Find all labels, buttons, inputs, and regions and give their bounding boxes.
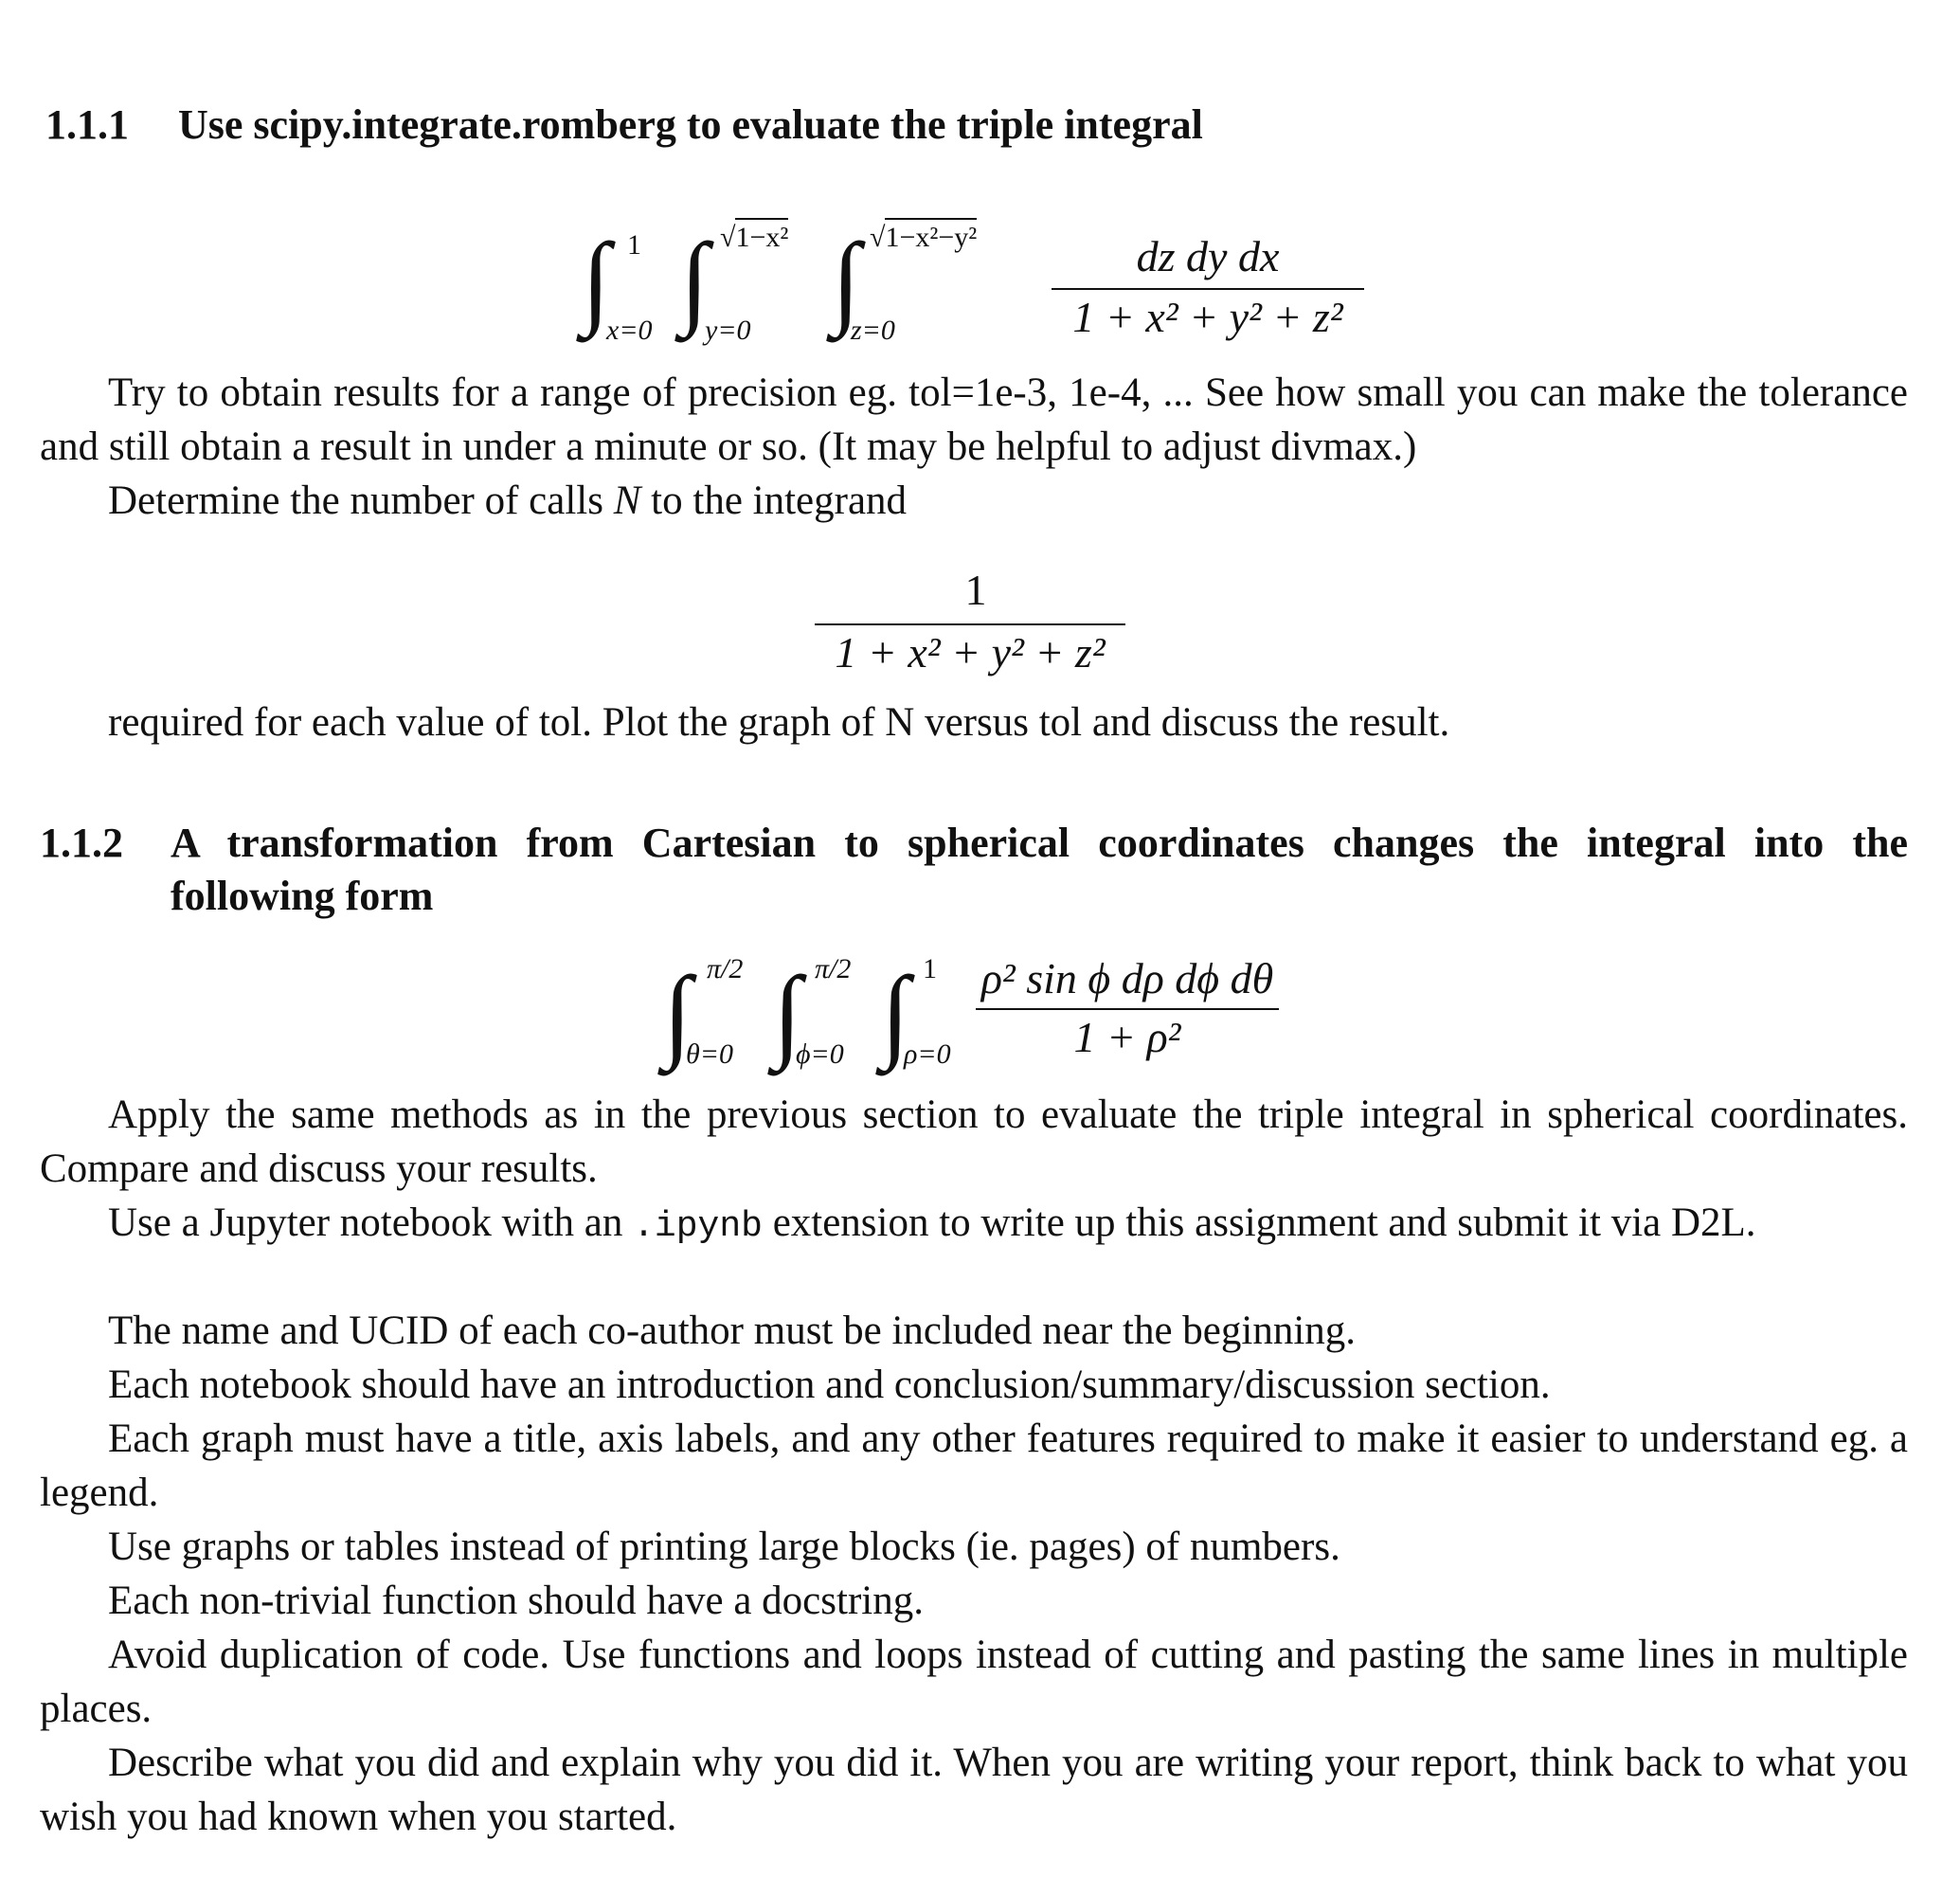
rho-lower-limit: ρ=0 (904, 1038, 951, 1070)
integral-sign-y: ∫ (680, 222, 710, 337)
paragraph-tables: Use graphs or tables instead of printing large blocks (ie. pages) of numbers. (108, 1525, 1340, 1569)
phi-lower-limit: ϕ=0 (796, 1038, 844, 1070)
paragraph-jupyter: Use a Jupyter notebook with an .ipynb extension to write up this assignment and submit it via D2L. (108, 1200, 1756, 1247)
integral-sign-phi: ∫ (773, 955, 802, 1071)
integral-sign-z: ∫ (832, 222, 861, 337)
paragraph-calls: Determine the number of calls N to the integrand (108, 478, 908, 523)
y-upper-limit: √1−x² (720, 222, 788, 254)
paragraph-tolerance: Try to obtain results for a range of precision eg. tol=1e-3, 1e-4, ... See how small you can make the tolerance and still obtain a result in under a minute or so. (It may be helpful to adjust divmax.) (40, 370, 1908, 469)
section-title-line1: A transformation from Cartesian to spherical coordinates changes the integral into the (171, 820, 1908, 866)
paragraph-describe: Describe what you did and explain why you did it. When you are writing your report, think back to what you wish you had known when you started. (40, 1741, 1908, 1839)
integrand-numerator: 1 (964, 566, 987, 614)
section-title: Use scipy.integrate.romberg to evaluate the triple integral (178, 101, 1203, 148)
fraction-bar (1052, 288, 1364, 290)
integrand-fraction-bar (815, 623, 1125, 625)
rho-upper-limit: 1 (923, 953, 937, 984)
section-heading-2 (40, 817, 1908, 930)
paragraph-graph: Each graph must have a title, axis labels, and any other features required to make it easier to understand eg. a legend. (40, 1417, 1908, 1515)
paragraph-docstring: Each non-trivial function should have a docstring. (108, 1579, 924, 1623)
integral-sign-rho: ∫ (881, 955, 910, 1071)
z-lower-limit: z=0 (851, 315, 895, 346)
triple-integral-spherical (654, 948, 1317, 1080)
paragraph-plot: required for each value of tol. Plot the graph of N versus tol and discuss the result. (108, 700, 1450, 745)
phi-upper-limit: π/2 (815, 953, 852, 984)
paragraph-duplication: Avoid duplication of code. Use functions and loops instead of cutting and pasting the same lines in multiple places. (40, 1633, 1908, 1731)
spherical-fraction-bar (976, 1008, 1279, 1010)
x-upper-limit: 1 (627, 229, 641, 261)
theta-upper-limit: π/2 (707, 953, 744, 984)
section-title-line2: following form (171, 873, 434, 919)
integrand-display (815, 565, 1137, 688)
spherical-numerator: ρ² sin ϕ dρ dϕ dθ (980, 954, 1274, 1002)
x-lower-limit: x=0 (606, 315, 653, 346)
y-lower-limit: y=0 (705, 315, 751, 346)
paragraph-apply: Apply the same methods as in the previous section to evaluate the triple integral in spherical coordinates. Compare and discuss your results. (40, 1092, 1908, 1191)
integral-numerator: dz dy dx (1136, 232, 1280, 280)
spherical-denominator: 1 + ρ² (1073, 1013, 1181, 1061)
integrand-denominator: 1 + x² + y² + z² (835, 628, 1106, 677)
integral-sign-x: ∫ (582, 222, 611, 337)
paragraph-name: The name and UCID of each co-author must be included near the beginning. (108, 1308, 1357, 1353)
code-extension: .ipynb (633, 1206, 763, 1247)
section-number: 1.1.1 (45, 101, 129, 148)
paragraph-intro: Each notebook should have an introduction and conclusion/summary/discussion section. (108, 1363, 1551, 1407)
triple-integral-cartesian (568, 210, 1421, 352)
integral-sign-theta: ∫ (663, 955, 692, 1071)
integral-denominator: 1 + x² + y² + z² (1072, 293, 1343, 341)
section-number: 1.1.2 (40, 820, 123, 866)
z-upper-limit: √1−x²−y² (870, 222, 977, 254)
theta-lower-limit: θ=0 (686, 1038, 733, 1070)
